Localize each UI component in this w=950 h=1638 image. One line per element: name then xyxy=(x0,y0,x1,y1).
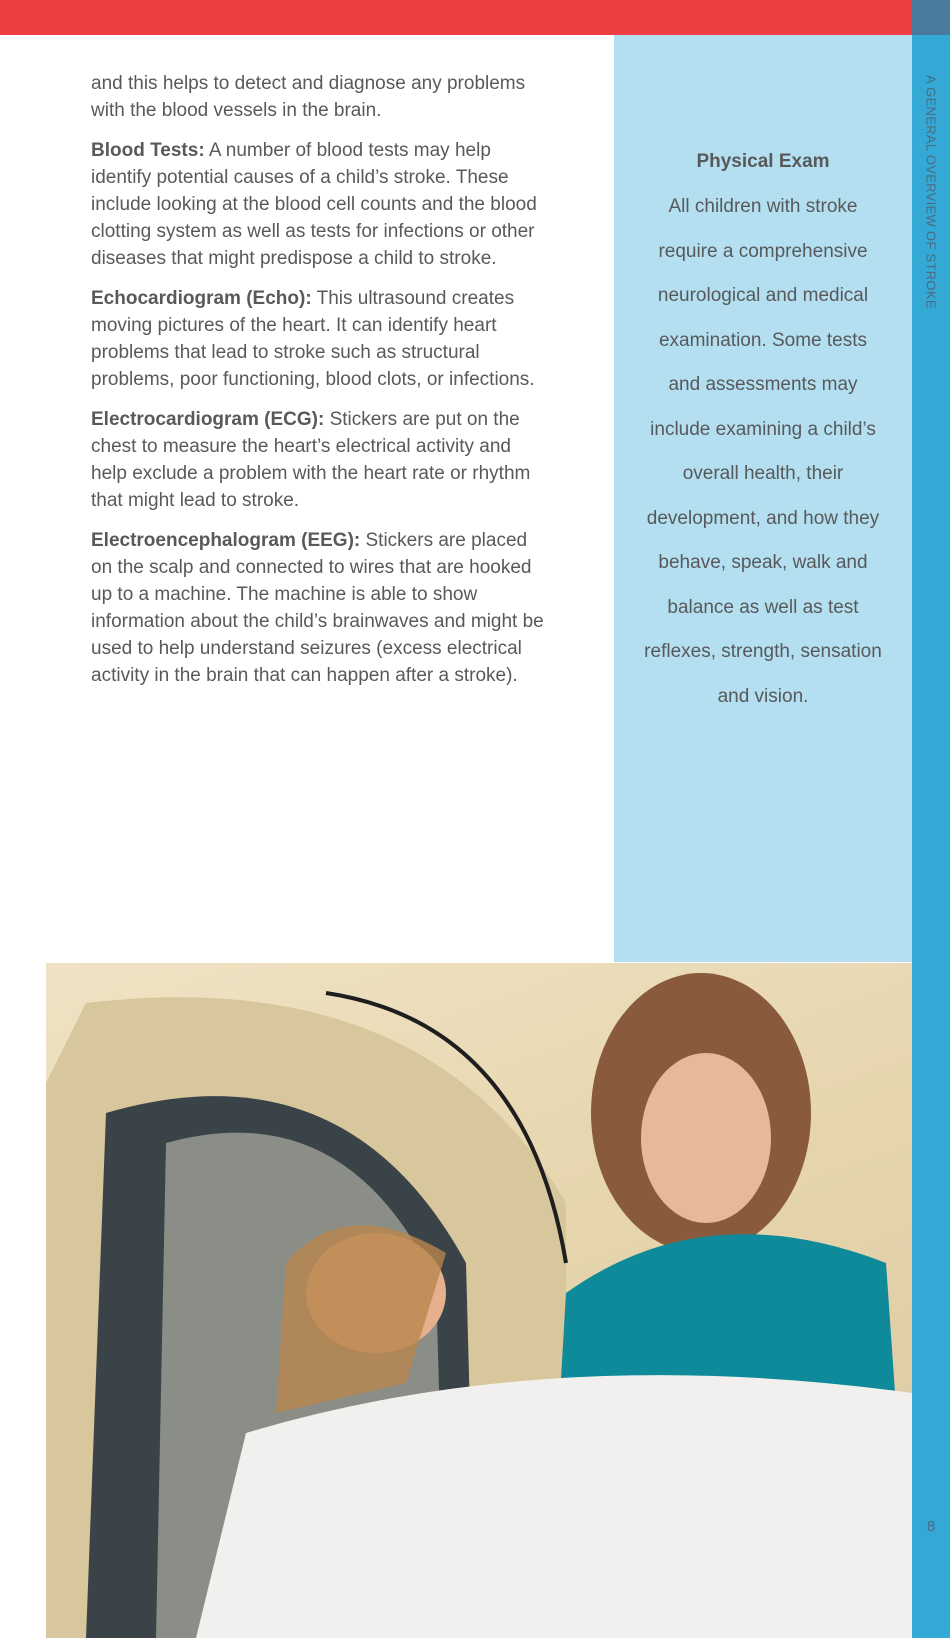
page-number: 8 xyxy=(926,1518,936,1535)
intro-paragraph: and this helps to detect and diagnose any problems with the blood vessels in the brain. xyxy=(91,73,526,121)
callout-text: All children with stroke require a comprehensive neurological and medical examination. Some tests and assessments may include examining a child’s overall health, their development, and how they behave, speak, walk and balance as well as test reflexes, strength, sensation and vision. xyxy=(644,196,882,707)
item-blood-tests xyxy=(91,137,551,272)
term: Blood Tests: xyxy=(91,140,205,161)
item-eeg xyxy=(91,527,551,689)
description: Stickers are placed on the scalp and connected to wires that are hooked up to a machine. The machine is able to show information about the child’s brainwaves and might be used to help understand seizures (excess electrical activity in the brain that can happen after a stroke). xyxy=(91,530,544,686)
section-title: A GENERAL OVERVIEW OF STROKE xyxy=(923,75,939,309)
description: Stickers are put on the chest to measure the heart’s electrical activity and help exclude a problem with the heart rate or rhythm that might lead to stroke. xyxy=(91,409,531,511)
term: Echocardiogram (Echo): xyxy=(91,288,312,309)
item-ecg xyxy=(91,406,551,514)
main-text xyxy=(91,70,551,702)
sidebar-top-block xyxy=(912,0,950,35)
photo-illustration xyxy=(46,963,912,1638)
term: Electroencephalogram (EEG): xyxy=(91,530,361,551)
description: This ultrasound creates moving pictures of the heart. It can identify heart problems that lead to stroke such as structural problems, poor functioning, blood clots, or infections. xyxy=(91,288,535,390)
top-color-bar xyxy=(0,0,912,35)
physical-exam-callout xyxy=(614,35,912,962)
description: A number of blood tests may help identify potential causes of a child’s stroke. These include looking at the blood cell counts and the blood clotting system as well as tests for infections or other diseases that might predispose a child to stroke. xyxy=(91,140,537,269)
item-echo xyxy=(91,285,551,393)
ct-scan-photo xyxy=(46,963,912,1638)
callout-title: Physical Exam xyxy=(696,151,830,172)
term: Electrocardiogram (ECG): xyxy=(91,409,325,430)
